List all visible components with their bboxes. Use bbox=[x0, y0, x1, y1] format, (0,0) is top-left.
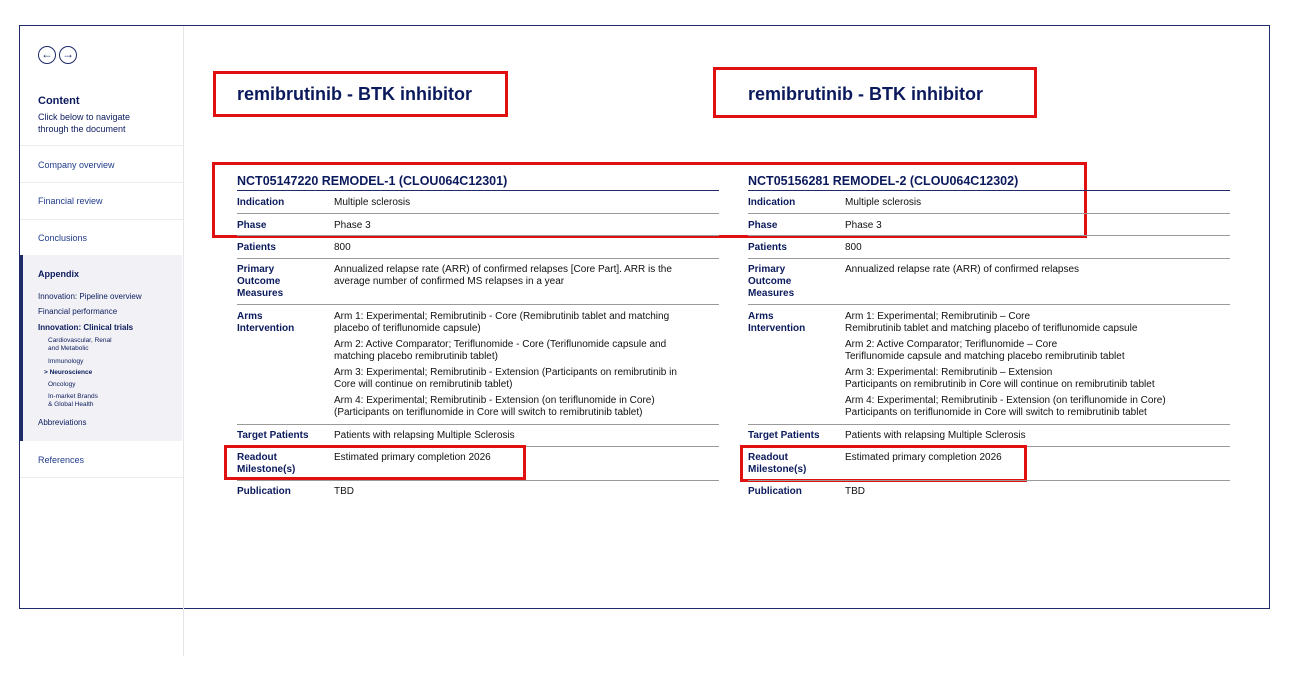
readout-label-1: Readout bbox=[237, 452, 277, 463]
readout-label-2: Milestone(s) bbox=[237, 464, 296, 475]
row-divider bbox=[237, 213, 719, 214]
arm-3 bbox=[845, 367, 1155, 391]
arm-2 bbox=[845, 339, 1125, 363]
phase-label: Phase bbox=[748, 220, 778, 231]
arm-2-line-b: Teriflunomide capsule and matching placebo remibrutinib tablet bbox=[845, 351, 1125, 362]
arm-1-line-a: Arm 1: Experimental; Remibrutinib – Core bbox=[845, 311, 1031, 322]
appendix-sub-immunology[interactable]: Immunology bbox=[48, 358, 84, 365]
inmarket-line1: In-market Brands bbox=[48, 393, 98, 400]
patients-label: Patients bbox=[748, 242, 787, 253]
row-divider bbox=[748, 480, 1230, 481]
indication-label: Indication bbox=[748, 197, 796, 208]
pom-label-2: Outcome bbox=[748, 276, 792, 287]
primary-outcome-label bbox=[748, 264, 794, 300]
indication-value: Multiple sclerosis bbox=[845, 197, 922, 208]
patients-label: Patients bbox=[237, 242, 276, 253]
pom-label-3: Measures bbox=[237, 288, 284, 299]
arm-3 bbox=[334, 367, 677, 391]
content-sub-line2: through the document bbox=[38, 124, 126, 134]
appendix-sub-oncology[interactable]: Oncology bbox=[48, 381, 76, 388]
table-header-rule bbox=[748, 190, 1230, 191]
row-divider bbox=[237, 235, 719, 236]
appendix-title[interactable]: Appendix bbox=[38, 269, 80, 279]
target-patients-label: Target Patients bbox=[237, 430, 309, 441]
arm-4 bbox=[845, 395, 1166, 419]
drug-title-right: remibrutinib - BTK inhibitor bbox=[748, 84, 983, 104]
arm-1 bbox=[334, 311, 669, 335]
arm-1 bbox=[845, 311, 1137, 335]
content-sub-line1: Click below to navigate bbox=[38, 112, 131, 122]
cardio-line1: Cardiovascular, Renal bbox=[48, 337, 112, 344]
row-divider bbox=[237, 480, 719, 481]
sidebar-divider bbox=[20, 182, 183, 183]
nav-arrows bbox=[38, 46, 77, 64]
readout-label bbox=[748, 452, 806, 476]
arm-2-line-b: matching placebo remibrutinib tablet) bbox=[334, 351, 498, 362]
arm-2 bbox=[334, 339, 666, 363]
arm-1-line-a: Arm 1: Experimental; Remibrutinib - Core (Remibrutinib tablet and matching bbox=[334, 311, 670, 322]
arm-3-line-b: Participants on remibrutinib in Core will continue on remibrutinib tablet bbox=[845, 379, 1155, 390]
content-title: Content bbox=[38, 95, 80, 107]
readout-value: Estimated primary completion 2026 bbox=[845, 452, 1002, 463]
content-subtitle bbox=[38, 111, 148, 135]
pom-label-3: Measures bbox=[748, 288, 795, 299]
phase-value: Phase 3 bbox=[845, 220, 882, 231]
sidebar-item-company-overview[interactable]: Company overview bbox=[38, 160, 115, 170]
arm-2-line-a: Arm 2: Active Comparator; Teriflunomide - Core (Teriflunomide capsule and bbox=[334, 339, 667, 350]
pom-line-1: Annualized relapse rate (ARR) of confirmed relapses [Core Part]. ARR is the bbox=[334, 264, 672, 275]
arm-3-line-a: Arm 3: Experimental: Remibrutinib – Extension bbox=[845, 367, 1053, 378]
arm-1-line-b: Remibrutinib tablet and matching placebo of teriflunomide capsule bbox=[845, 323, 1138, 334]
primary-outcome-label bbox=[237, 264, 283, 300]
sidebar-divider bbox=[20, 477, 183, 478]
patients-value: 800 bbox=[845, 242, 862, 253]
row-divider bbox=[748, 235, 1230, 236]
appendix-sub-cardio[interactable] bbox=[48, 337, 112, 353]
readout-value: Estimated primary completion 2026 bbox=[334, 452, 491, 463]
publication-label: Publication bbox=[748, 486, 802, 497]
sidebar-appendix-section bbox=[20, 255, 182, 441]
arm-4-line-a: Arm 4: Experimental; Remibrutinib - Extension (on teriflunomide in Core) bbox=[334, 395, 655, 406]
row-divider bbox=[748, 424, 1230, 425]
appendix-sub-inmarket[interactable] bbox=[48, 393, 98, 409]
row-divider bbox=[748, 304, 1230, 305]
arm-3-line-a: Arm 3: Experimental; Remibrutinib - Extension (Participants on remibrutinib in bbox=[334, 367, 677, 378]
pom-label-1: Primary bbox=[748, 264, 786, 275]
publication-value: TBD bbox=[334, 486, 354, 497]
arms-label-2: Intervention bbox=[237, 323, 295, 334]
forward-arrow-icon[interactable]: → bbox=[59, 46, 77, 64]
target-patients-label: Target Patients bbox=[748, 430, 820, 441]
row-divider bbox=[748, 213, 1230, 214]
appendix-item-pipeline[interactable]: Innovation: Pipeline overview bbox=[38, 292, 142, 301]
table-header-rule bbox=[237, 190, 719, 191]
arm-1-line-b: placebo of teriflunomide capsule) bbox=[334, 323, 481, 334]
inmarket-line2: & Global Health bbox=[48, 401, 94, 408]
appendix-sub-neuroscience[interactable]: > Neuroscience bbox=[44, 369, 93, 376]
target-patients-value: Patients with relapsing Multiple Sclerosis bbox=[334, 430, 515, 441]
arms-label-2: Intervention bbox=[748, 323, 806, 334]
cardio-line2: and Metabolic bbox=[48, 345, 89, 352]
pom-line-2: average number of confirmed MS relapses in a year bbox=[334, 276, 565, 287]
target-patients-value: Patients with relapsing Multiple Sclerosis bbox=[845, 430, 1026, 441]
arm-4-line-a: Arm 4: Experimental; Remibrutinib - Extension (on teriflunomide in Core) bbox=[845, 395, 1166, 406]
arm-4 bbox=[334, 395, 655, 419]
row-divider bbox=[237, 258, 719, 259]
indication-label: Indication bbox=[237, 197, 285, 208]
arm-4-line-b: (Participants on teriflunomide in Core will switch to remibrutinib tablet) bbox=[334, 407, 643, 418]
sidebar-divider bbox=[20, 145, 183, 146]
readout-label-2: Milestone(s) bbox=[748, 464, 807, 475]
trial-title-left: NCT05147220 REMODEL-1 (CLOU064C12301) bbox=[237, 174, 508, 188]
arm-3-line-b: Core will continue on remibrutinib tablet) bbox=[334, 379, 513, 390]
readout-label bbox=[237, 452, 295, 476]
primary-outcome-value: Annualized relapse rate (ARR) of confirmed relapses bbox=[845, 264, 1079, 275]
patients-value: 800 bbox=[334, 242, 351, 253]
phase-value: Phase 3 bbox=[334, 220, 371, 231]
publication-value: TBD bbox=[845, 486, 865, 497]
appendix-item-abbreviations[interactable]: Abbreviations bbox=[38, 418, 87, 427]
sidebar-divider bbox=[20, 219, 183, 220]
appendix-item-financial[interactable]: Financial performance bbox=[38, 307, 118, 316]
arms-label-1: Arms bbox=[748, 311, 774, 322]
pom-label-1: Primary bbox=[237, 264, 275, 275]
pom-label-2: Outcome bbox=[237, 276, 281, 287]
publication-label: Publication bbox=[237, 486, 291, 497]
row-divider bbox=[237, 304, 719, 305]
phase-label: Phase bbox=[237, 220, 267, 231]
sidebar-item-financial-review[interactable]: Financial review bbox=[38, 196, 103, 206]
row-divider bbox=[748, 258, 1230, 259]
trial-title-right: NCT05156281 REMODEL-2 (CLOU064C12302) bbox=[748, 174, 1019, 188]
back-arrow-icon[interactable]: ← bbox=[38, 46, 56, 64]
arm-2-line-a: Arm 2: Active Comparator; Teriflunomide – Core bbox=[845, 339, 1058, 350]
appendix-item-clinical-trials[interactable]: Innovation: Clinical trials bbox=[38, 323, 134, 332]
primary-outcome-value bbox=[334, 264, 672, 288]
arms-label-1: Arms bbox=[237, 311, 263, 322]
sidebar-item-conclusions[interactable]: Conclusions bbox=[38, 233, 88, 243]
sidebar-item-references[interactable]: References bbox=[38, 455, 85, 465]
row-divider bbox=[237, 424, 719, 425]
arms-label bbox=[748, 311, 805, 335]
readout-label-1: Readout bbox=[748, 452, 788, 463]
arms-label bbox=[237, 311, 294, 335]
arm-4-line-b: Participants on teriflunomide in Core will switch to remibrutinib tablet bbox=[845, 407, 1147, 418]
drug-title-left: remibrutinib - BTK inhibitor bbox=[237, 84, 472, 104]
sidebar bbox=[20, 26, 184, 656]
indication-value: Multiple sclerosis bbox=[334, 197, 411, 208]
